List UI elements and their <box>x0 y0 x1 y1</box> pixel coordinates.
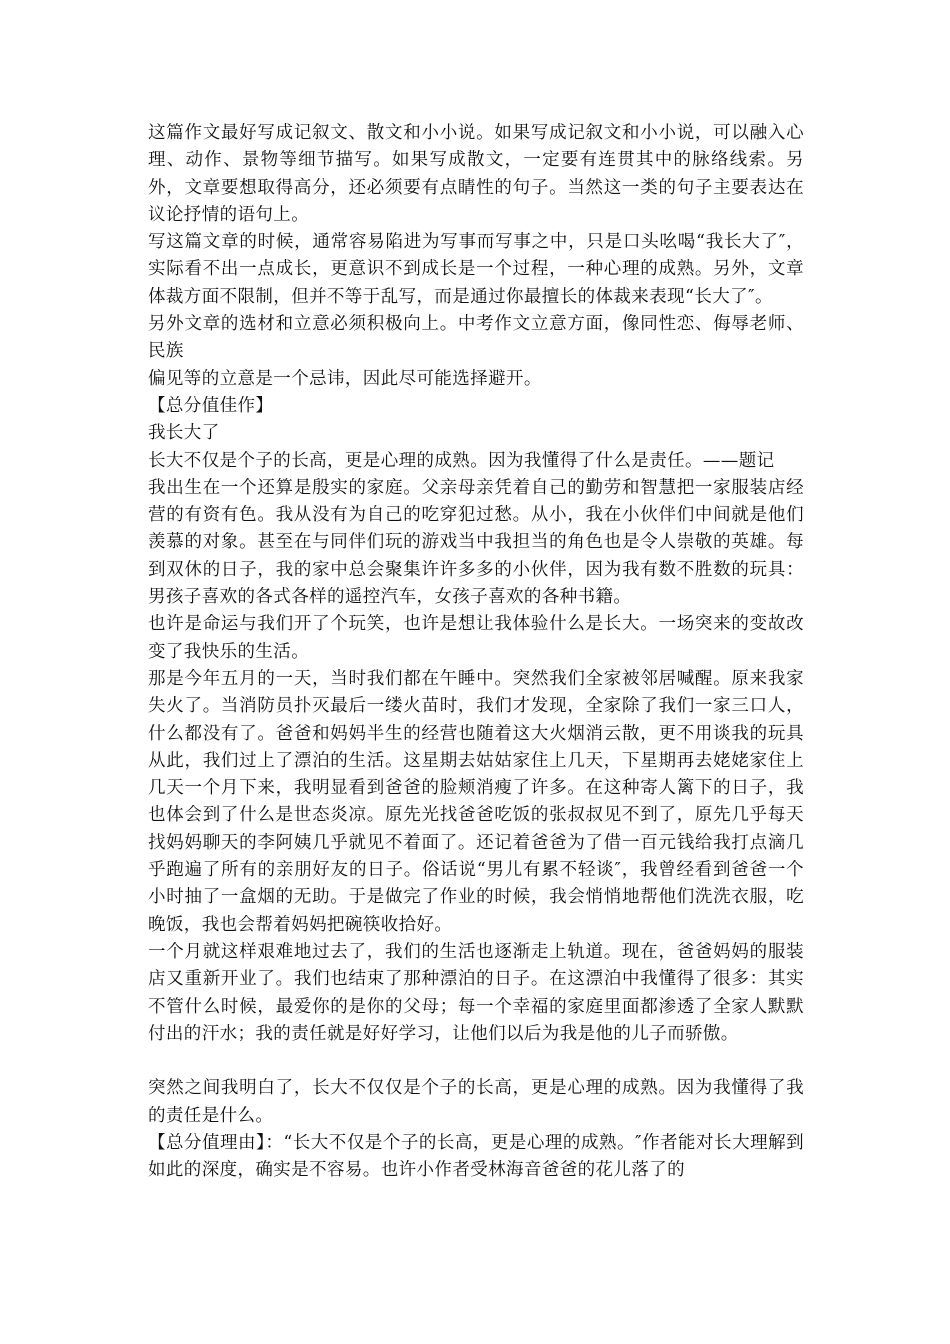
essay-epigraph: 长大不仅是个子的长高，更是心理的成熟。因为我懂得了什么是责任。——题记 <box>148 450 775 471</box>
essay-conclusion: 突然之间我明白了，长大不仅仅是个子的长高，更是心理的成熟。因为我懂得了我的责任是什么。 <box>148 1078 804 1126</box>
blank-line <box>148 1048 804 1075</box>
essay-paragraph-3: 那是今年五月的一天，当时我们都在午睡中。突然我们全家被邻居喊醒。原来我家失火了。当消防员扑灭最后一缕火苗时，我们才发现，全家除了我们一家三口人，什么都没有了。爸爸和妈妈半生的经营也随着这大火烟消云散，更不用谈我的玩具从此，我们过上了漂泊的生活。这星期去姑姑家住上几天，下星期再去姥姥家住上几天一个月下来，我明显看到爸爸的脸颊消瘦了许多。在这种寄人篱下的日子，我也体会到了什么是世态炎凉。原先光找爸爸吃饭的张叔叔见不到了，原先几乎每天找妈妈聊天的李阿姨几乎就见不着面了。还记着爸爸为了借一百元钱给我打点滴几乎跑遍了所有的亲朋好友的日子。俗话说“男儿有累不轻谈″，我曾经看到爸爸一个小时抽了一盒烟的无助。于是做完了作业的时候，我会悄悄地帮他们洗洗衣服，吃晚饭，我也会帮着妈妈把碗筷收拾好。 <box>148 668 804 935</box>
essay-paragraph-4: 一个月就这样艰难地过去了，我们的生活也逐渐走上轨道。现在，爸爸妈妈的服装店又重新开业了。我们也结束了那种漂泊的日子。在这漂泊中我懂得了很多：其实不管什么时候，最爱你的是你的父母；每一个幸福的家庭里面都渗透了全家人默默付出的汗水；我的责任就是好好学习，让他们以后为我是他的儿子而骄傲。 <box>148 941 804 1044</box>
intro-paragraph-3: 另外文章的选材和立意必须积极向上。中考作文立意方面，像同性恋、侮辱老师、民族 <box>148 314 804 362</box>
section-heading: 【总分值佳作】 <box>148 395 274 416</box>
essay-title: 我长大了 <box>148 423 220 444</box>
score-reason: 【总分值理由】：“长大不仅是个子的长高，更是心理的成熟。″作者能对长大理解到如此的深度，确实是不容易。也许小作者受林海音爸爸的花儿落了的 <box>148 1132 804 1181</box>
essay-paragraph-1: 我出生在一个还算是殷实的家庭。父亲母亲凭着自己的勤劳和智慧把一家服装店经营的有资有色。我从没有为自己的吃穿犯过愁。从小，我在小伙伴们中间就是他们羡慕的对象。甚至在与同伴们玩的游戏当中我担当的角色也是令人崇敬的英雄。每到双休的日子，我的家中总会聚集许许多多的小伙伴，因为我有数不胜数的玩具：男孩子喜欢的各式各样的遥控汽车，女孩子喜欢的各种书籍。 <box>148 477 804 608</box>
intro-paragraph-1: 这篇作文最好写成记叙文、散文和小小说。如果写成记叙文和小小说，可以融入心理、动作、景物等细节描写。如果写成散文，一定要有连贯其中的脉络线索。另外，文章要想取得高分，还必须要有点睛性的句子。当然这一类的句子主要表达在议论抒情的语句上。 <box>148 123 804 225</box>
intro-paragraph-4: 偏见等的立意是一个忌讳，因此尽可能选择避开。 <box>148 368 542 389</box>
document-page <box>148 120 804 1185</box>
essay-paragraph-2: 也许是命运与我们开了个玩笑，也许是想让我体验什么是长大。一场突来的变故改变了我快乐的生活。 <box>148 614 804 662</box>
intro-paragraph-2: 写这篇文章的时候，通常容易陷进为写事而写事之中，只是口头吆喝“我长大了″，实际看不出一点成长，更意识不到成长是一个过程，一种心理的成熟。另外，文章体裁方面不限制，但并不等于乱写，而是通过你最擅长的体裁来表现“长大了″。 <box>148 232 804 307</box>
